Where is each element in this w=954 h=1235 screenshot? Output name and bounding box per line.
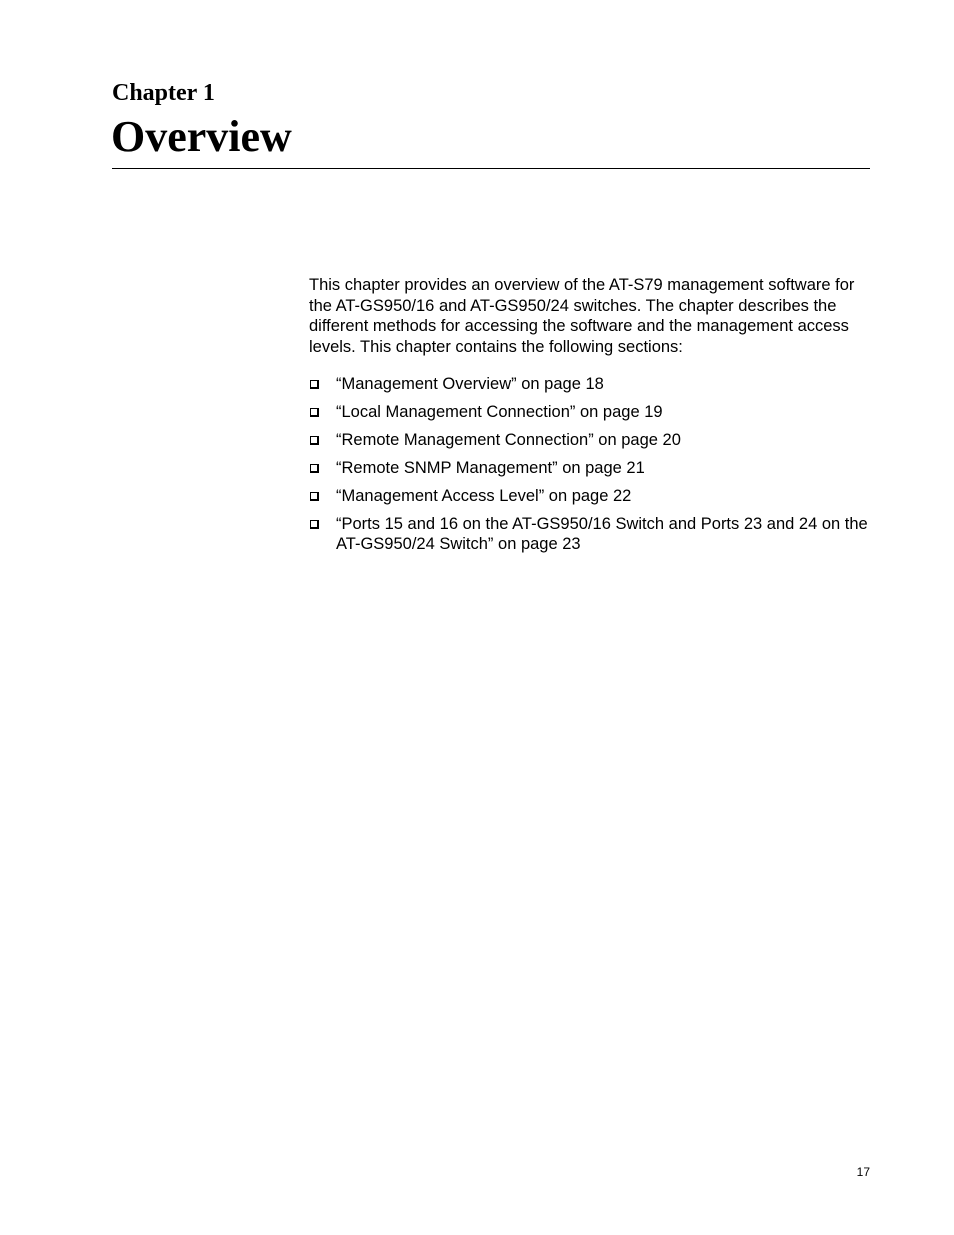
- list-item[interactable]: [309, 514, 869, 554]
- section-link[interactable]: “Management Overview” on page 18: [336, 375, 604, 393]
- list-item[interactable]: [309, 374, 869, 394]
- checkbox-bullet-icon: [310, 520, 319, 529]
- checkbox-bullet-icon: [310, 408, 319, 417]
- checkbox-bullet-icon: [310, 380, 319, 389]
- list-item[interactable]: [309, 402, 869, 422]
- section-link[interactable]: “Remote Management Connection” on page 20: [336, 431, 681, 449]
- section-link[interactable]: “Management Access Level” on page 22: [336, 487, 632, 505]
- list-item[interactable]: [309, 430, 869, 450]
- checkbox-bullet-icon: [310, 464, 319, 473]
- section-link[interactable]: “Local Management Connection” on page 19: [336, 403, 663, 421]
- section-list: [309, 374, 869, 562]
- section-link[interactable]: “Remote SNMP Management” on page 21: [336, 459, 645, 477]
- list-item[interactable]: [309, 458, 869, 478]
- section-link[interactable]: “Ports 15 and 16 on the AT-GS950/16 Switch and Ports 23 and 24 on the AT-GS950/24 Switch” on page 23: [336, 515, 868, 553]
- chapter-label: Chapter 1: [112, 80, 215, 106]
- checkbox-bullet-icon: [310, 492, 319, 501]
- chapter-title: Overview: [111, 112, 292, 161]
- title-divider: [112, 168, 870, 169]
- checkbox-bullet-icon: [310, 436, 319, 445]
- list-item[interactable]: [309, 486, 869, 506]
- intro-paragraph: This chapter provides an overview of the AT-S79 management software for the AT-GS950/16 and AT-GS950/24 switches. The chapter describes the different methods for accessing the software and the management access levels. This chapter contains the following sections:: [309, 276, 855, 356]
- page-number: 17: [856, 1165, 870, 1179]
